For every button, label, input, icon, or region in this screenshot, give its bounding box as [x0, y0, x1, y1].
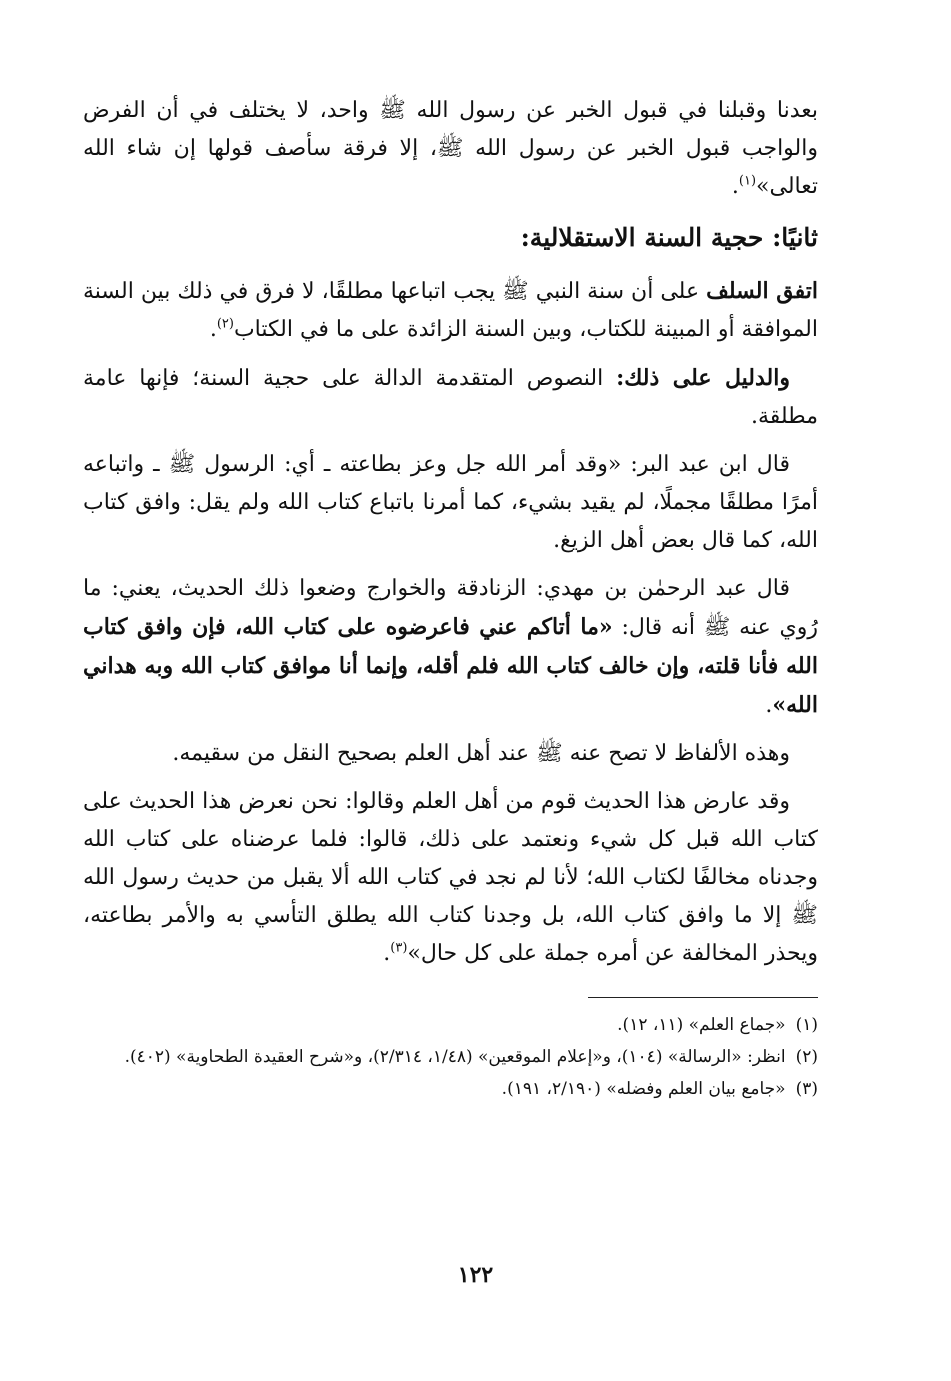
paragraph-5-end: .	[765, 693, 773, 718]
footnote-2	[83, 1042, 818, 1072]
footnote-1-text: «جماع العلم» (١١، ١٢).	[617, 1015, 786, 1035]
paragraph-2-lead: اتفق السلف	[706, 278, 818, 304]
paragraph-3-lead: والدليل على ذلك:	[616, 365, 790, 391]
footnote-3	[83, 1074, 818, 1104]
footnote-2-number: (٢)	[795, 1047, 818, 1067]
paragraph-3	[83, 359, 818, 436]
paragraph-6: وهذه الألفاظ لا تصح عنه ﷺ عند أهل العلم بصحيح النقل من سقيمه.	[172, 741, 790, 766]
paragraph-2-text: على أن سنة النبي ﷺ يجب اتباعها مطلقًا، لا فرق في ذلك بين السنة الموافقة أو المبينة للكتاب، وبين السنة الزائدة على ما في الكتاب	[83, 279, 818, 342]
footnote-divider	[588, 997, 818, 998]
paragraph-4: قال ابن عبد البر: «وقد أمر الله جل وعز بطاعته ـ أي: الرسول ﷺ ـ واتباعه أمرًا مطلقًا مجملًا، لم يقيد بشيء، كما أمرنا باتباع كتاب الله ولم يقل: وافق كتاب الله، كما قال بعض أهل الزيغ.	[83, 452, 818, 553]
paragraph-5	[83, 570, 818, 725]
footnote-3-number: (٣)	[795, 1079, 818, 1099]
footnote-ref-1[interactable]: (١)	[738, 173, 757, 189]
footnote-3-text: «جامع بيان العلم وفضله» (٢/١٩٠، ١٩١).	[501, 1079, 786, 1099]
page-number: ١٢٢	[457, 1262, 494, 1288]
section-heading: ثانيًا: حجية السنة الاستقلالية:	[520, 223, 818, 252]
footnote-ref-3[interactable]: (٣)	[390, 940, 408, 956]
footnote-ref-2[interactable]: (٢)	[216, 316, 234, 332]
paragraph-7-text: وقد عارض هذا الحديث قوم من أهل العلم وقالوا: نحن نعرض هذا الحديث على كتاب الله قبل كل شيء ونعتمد على ذلك، قالوا: فلما عرضناه على كتاب الله وجدناه مخالفًا لكتاب الله؛ لأنا لم نجد في كتاب الله ألا يقبل من حديث رسول الله ﷺ إلا ما وافق كتاب الله، بل وجدنا كتاب الله يطلق التأسي به والأمر بطاعته، ويحذر المخالفة عن أمره جملة على كل حال»	[83, 789, 818, 966]
hadith-quote: «ما أتاكم عني فاعرضوه على كتاب الله، فإن وافق كتاب الله فأنا قلته، وإن خالف كتاب الله فلم أقله، وإنما أنا موافق كتاب الله وبه هداني الله»	[83, 614, 818, 718]
footnote-1	[83, 1010, 818, 1040]
page-body	[83, 92, 818, 1106]
paragraph-5-text: قال عبد الرحمٰن بن مهدي: الزنادقة والخوارج وضعوا ذلك الحديث، يعني: ما رُوي عنه ﷺ أنه قال:	[83, 576, 819, 640]
paragraph-1: بعدنا وقبلنا في قبول الخبر عن رسول الله ﷺ واحد، لا يختلف في أن الفرض والواجب قبول الخبر عن رسول الله ﷺ، إلا فرقة سأصف قولها إن شاء الله تعالى»$^{(١)}$.	[83, 98, 818, 199]
footnote-1-number: (١)	[795, 1015, 818, 1035]
footnote-2-text: انظر: «الرسالة» (١٠٤)، و«إعلام الموقعين» (١/٤٨، ٢/٣١٤)، و«شرح العقيدة الطحاوية» (٤٠٢).	[124, 1047, 786, 1067]
paragraph-7: وقد عارض هذا الحديث قوم من أهل العلم وقالوا: نحن نعرض هذا الحديث على كتاب الله قبل كل شيء ونعتمد على ذلك، قالوا: فلما عرضناه على كتاب الله وجدناه مخالفًا لكتاب الله؛ لأنا لم نجد في كتاب الله ألا يقبل من حديث رسول الله ﷺ إلا ما وافق كتاب الله، بل وجدنا كتاب الله يطلق التأسي به والأمر بطاعته، ويحذر المخالفة عن أمره جملة على كل حال»$^{(٣)}$.	[83, 789, 818, 966]
paragraph-3-text: النصوص المتقدمة الدالة على حجية السنة؛ فإنها عامة مطلقة.	[83, 366, 818, 429]
paragraph-2: اتفق السلف على أن سنة النبي ﷺ يجب اتباعها مطلقًا، لا فرق في ذلك بين السنة الموافقة أو المبينة للكتاب، وبين السنة الزائدة على ما في الكتاب$^{(٢)}$.	[83, 278, 818, 342]
paragraph-1-text: بعدنا وقبلنا في قبول الخبر عن رسول الله ﷺ واحد، لا يختلف في أن الفرض والواجب قبول الخبر عن رسول الله ﷺ، إلا فرقة سأصف قولها إن شاء الله تعالى»	[83, 98, 818, 199]
